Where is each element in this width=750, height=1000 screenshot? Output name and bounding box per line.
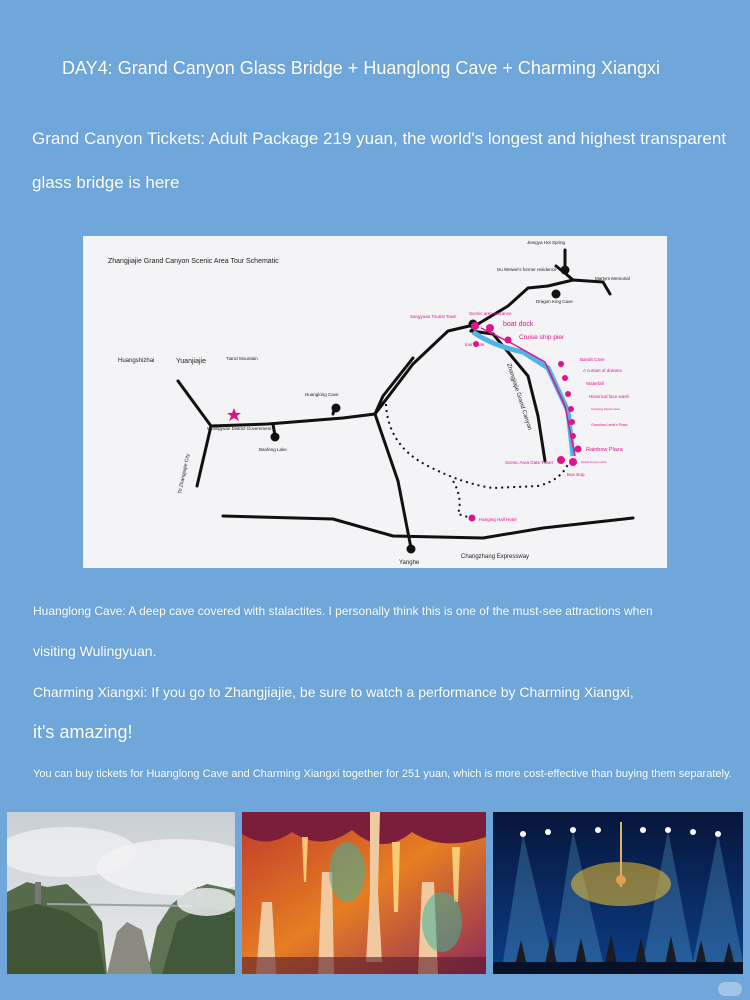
- map-label: Sangyuan Tourist Town: [410, 314, 457, 319]
- scenic-area-map: [83, 236, 667, 568]
- map-label: Hanging Hall Hotel: [479, 517, 517, 522]
- map-label: tour route: [465, 342, 485, 347]
- cave-stalactites-photo: [242, 812, 486, 974]
- map-label: Grand Canyon Exit: [581, 460, 607, 464]
- map-label: Historical face wash: [589, 394, 630, 399]
- map-label: Camping Scenic Area: [591, 407, 620, 411]
- glass-bridge-photo: [7, 812, 235, 974]
- map-label: To Zhangjiajie City: [177, 453, 192, 495]
- map-label: Dragon King Cave: [536, 299, 573, 304]
- map-label: Zhangjiajie Grand Canyon: [505, 362, 533, 431]
- map-label: Changzhang Expressway: [461, 554, 530, 560]
- map-label: boat dock: [503, 321, 534, 328]
- map-label: Huanglong Cave: [305, 392, 339, 397]
- map-label: Yuanjiajie: [176, 358, 206, 365]
- map-label: Scenic area entrance: [469, 311, 512, 316]
- map-label: Yanghe: [399, 560, 420, 566]
- map-label: Du Weiwei's former residence: [497, 267, 557, 272]
- map-label: A curtain of dreams: [583, 368, 622, 373]
- map-label: Tianzi Mountain: [226, 356, 258, 361]
- map-label: Grandma Lamb's Plaza: [591, 423, 628, 427]
- xiangxi-text-2: it's amazing!: [33, 722, 133, 742]
- xiangxi-text-1: Charming Xiangxi: If you go to Zhangjiajie, be sure to watch a performance by Charming Xiangxi,: [33, 684, 634, 700]
- map-label: Huangshizhai: [118, 358, 155, 364]
- huanglong-text-2: visiting Wulingyuan.: [33, 643, 157, 659]
- star-icon: [227, 408, 241, 421]
- map-label: Baofeng Lake: [259, 447, 287, 452]
- map-label: Scenic Area Gate Tower: [505, 460, 554, 465]
- river: [473, 332, 573, 456]
- map-label: Waterfall: [586, 381, 604, 386]
- map-title: Zhangjiajie Grand Canyon Scenic Area Tour Schematic: [108, 258, 279, 265]
- intro-line-1: Grand Canyon Tickets: Adult Package 219 yuan, the world's longest and highest transparent: [32, 129, 727, 148]
- map-label: Martyrs Memorial: [595, 276, 630, 281]
- map-label: Cruise ship pier: [519, 334, 565, 341]
- huanglong-text-1: Huanglong Cave: A deep cave covered with stalactites. I personally think this is one of the must-see attractions when: [33, 604, 653, 618]
- stage-performance-photo: [493, 812, 743, 974]
- map-label: Jiangya Hot Spring: [527, 240, 566, 245]
- map-label: Bandit Cave: [580, 357, 605, 362]
- map-label: Wulingyuan District Government: [207, 426, 272, 431]
- watermark-badge: [718, 982, 742, 996]
- intro-line-2: glass bridge is here: [32, 173, 180, 192]
- page-title: DAY4: Grand Canyon Glass Bridge + Huanglong Cave + Charming Xiangxi: [62, 58, 660, 78]
- map-drawing: [83, 236, 667, 568]
- map-label: Bus stop: [567, 472, 585, 477]
- map-label: Rainbow Plaza: [586, 447, 623, 453]
- combo-ticket-text: You can buy tickets for Huanglong Cave and Charming Xiangxi together for 251 yuan, which is more cost-effective than buying them separately.: [33, 768, 732, 780]
